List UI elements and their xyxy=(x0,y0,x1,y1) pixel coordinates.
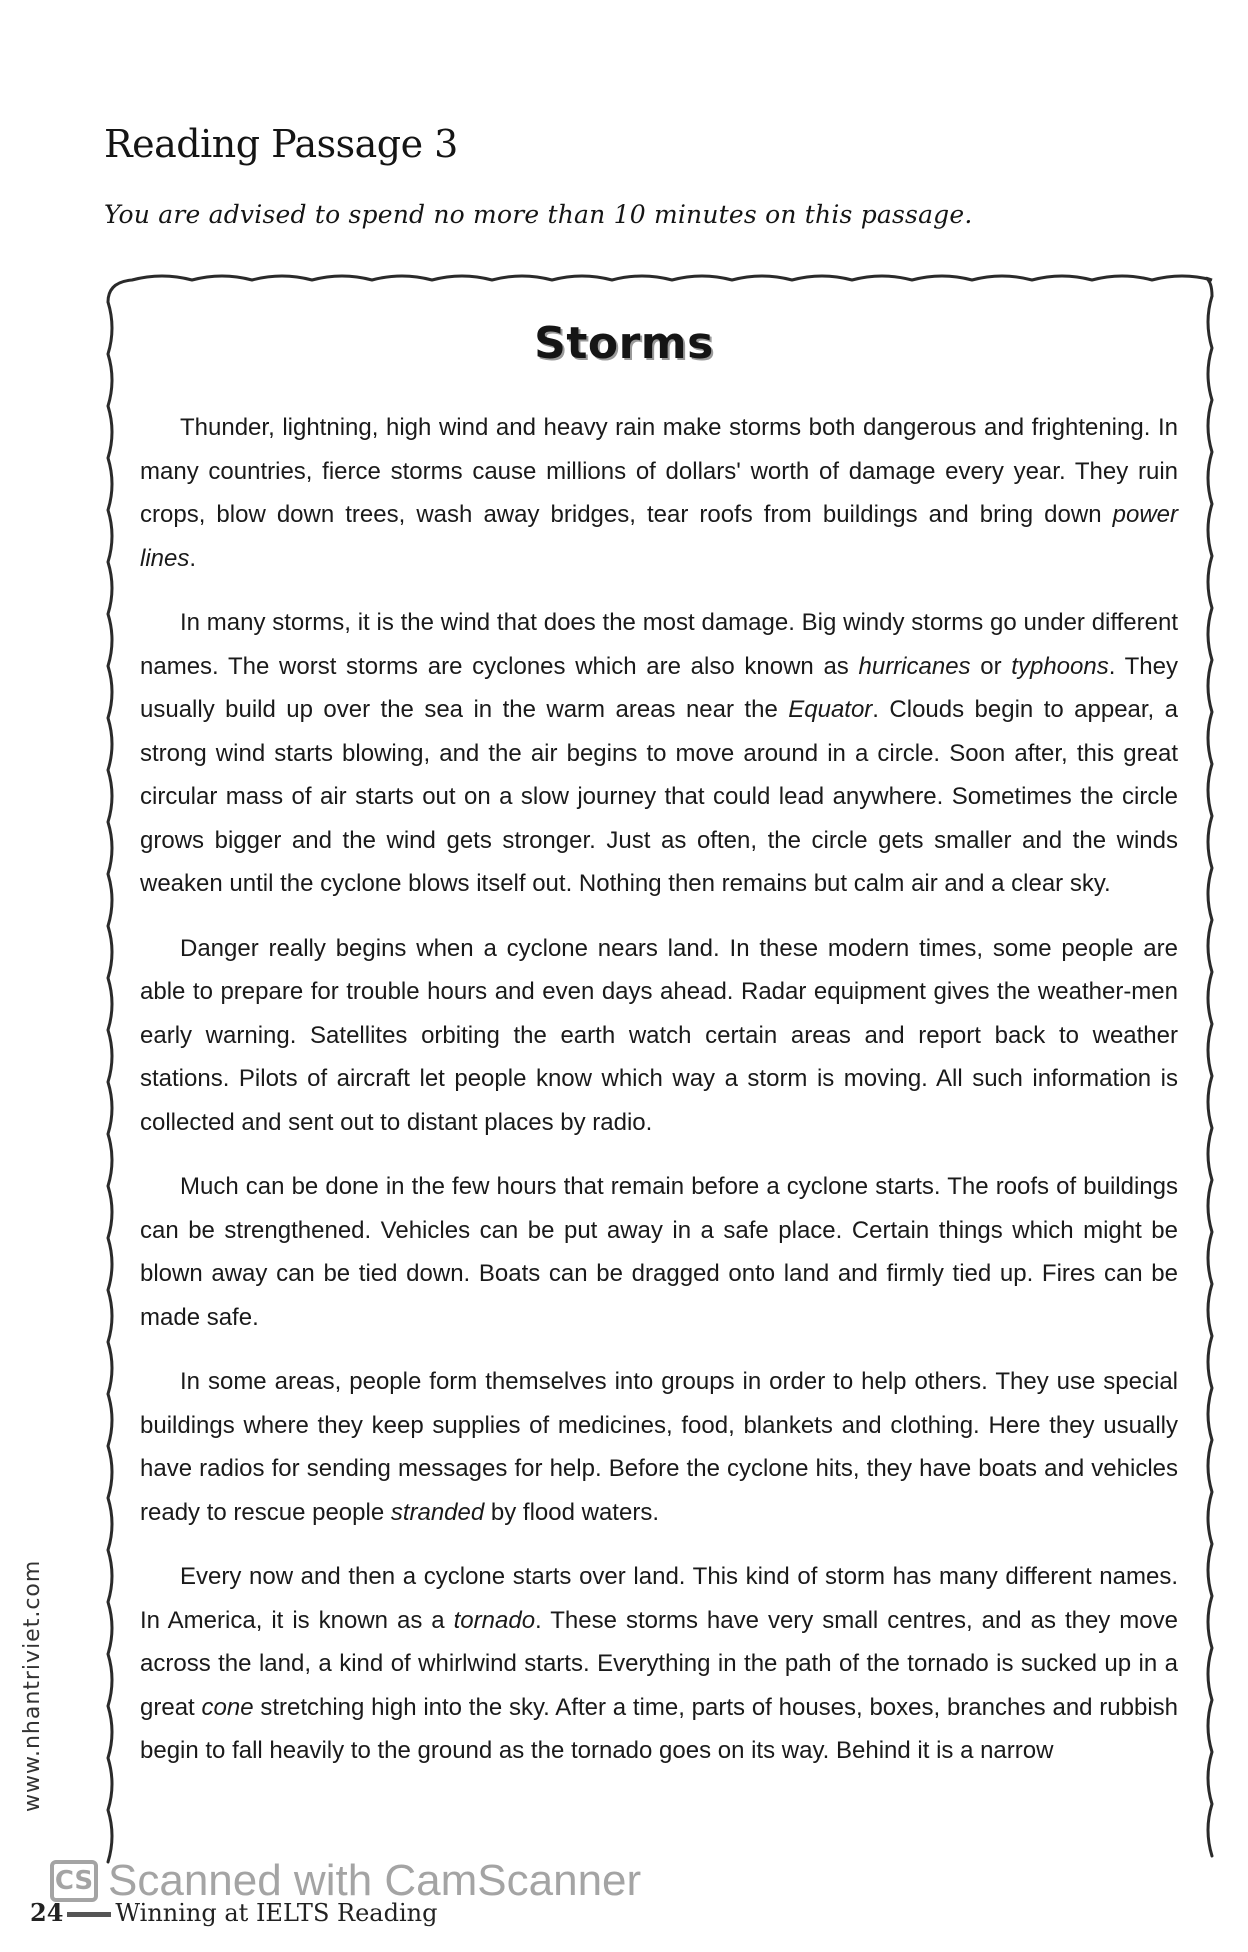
italic-term: cone xyxy=(201,1693,254,1721)
paragraph-text: stretching high into the sky. After a time, parts of houses, boxes, branches and rubbish begin to fall heavily to the ground as the tornado goes on its way. Behind it is a narrow xyxy=(140,1693,1179,1764)
paragraph-text: . These storms have very small centres, and as they move across the land, a kind of whirlwind starts. Everything in the path of the tornado is sucked up in a great xyxy=(140,1606,1178,1721)
paragraph-text: Danger really begins when a cyclone nears land. In these modern times, some people are able to prepare for trouble hours and even days ahead. Radar equipment gives the weather-men early warning. Satellites orbiting the earth watch certain areas and report back to weather stations. Pilots of aircraft let people know which way a storm is moving. All such information is collected and sent out to distant places by radio. xyxy=(140,934,1178,1136)
frame-top-border xyxy=(108,276,1212,302)
side-website-text: www.nhantriviet.com xyxy=(20,1559,45,1812)
frame-left-border xyxy=(108,302,112,1862)
passage-paragraph xyxy=(140,1165,1178,1339)
paragraph-text: In many storms, it is the wind that does the most damage. Big windy storms go under different names. The worst storms are cyclones which are also known as xyxy=(140,609,1178,680)
watermark-text: Scanned with CamScanner xyxy=(108,1856,642,1905)
paragraph-text: . xyxy=(189,544,197,572)
paragraph-text: by flood waters. xyxy=(484,1498,659,1526)
passage-paragraph xyxy=(140,1360,1178,1534)
frame-right-border xyxy=(1208,296,1212,1856)
footer-divider xyxy=(67,1912,111,1917)
passage-paragraph xyxy=(140,406,1178,580)
paragraph-text: Thunder, lightning, high wind and heavy rain make storms both dangerous and frightening. In many countries, fierce storms cause millions of dollars' worth of damage every year. They ruin crops, blow down trees, wash away bridges, tear roofs from buildings and bring down xyxy=(140,414,1178,528)
paragraph-text: . They usually build up over the sea in the warm areas near the xyxy=(140,652,1178,723)
paragraph-text: Much can be done in the few hours that remain before a cyclone starts. The roofs of buildings can be strengthened. Vehicles can be put away in a safe place. Certain things which might be blown away can be tied down. Boats can be dragged onto land and firmly tied up. Fires can be made safe. xyxy=(140,1173,1178,1331)
italic-term: Equator xyxy=(788,696,873,723)
italic-term: tornado xyxy=(453,1606,536,1634)
italic-term: stranded xyxy=(390,1498,485,1526)
italic-term: power lines xyxy=(140,501,1178,572)
page-heading: Reading Passage 3 xyxy=(104,122,458,166)
passage-paragraph xyxy=(140,927,1178,1145)
passage-title: Storms xyxy=(534,318,714,369)
time-instruction: You are advised to spend no more than 10 minutes on this passage. xyxy=(104,200,973,229)
paragraph-text: In some areas, people form themselves into groups in order to help others. They use special buildings where they keep supplies of medicines, food, blankets and clothing. Here they usually have radios for sending messages for help. Before the cyclone hits, they have boats and vehicles ready to rescue people xyxy=(140,1368,1178,1526)
passage-body xyxy=(140,406,1178,1794)
passage-paragraph xyxy=(140,1555,1178,1773)
paragraph-text: Every now and then a cyclone starts over land. This kind of storm has many different names. In America, it is known as a xyxy=(140,1563,1178,1634)
italic-term: typhoons xyxy=(1011,652,1109,680)
page-number: 24 xyxy=(30,1898,64,1927)
book-title: Winning at IELTS Reading xyxy=(115,1899,438,1927)
italic-term: hurricanes xyxy=(858,652,971,680)
paragraph-text: . Clouds begin to appear, a strong wind starts blowing, and the air begins to move around in a circle. Soon after, this great circular mass of air starts out on a slow journey that could lead anywhere. Sometimes the circle grows bigger and the wind gets stronger. Just as often, the circle gets smaller and the winds weaken until the cyclone blows itself out. Nothing then remains but calm air and a clear sky. xyxy=(140,696,1179,897)
paragraph-text: or xyxy=(970,652,1012,680)
camscanner-logo-icon: CS xyxy=(50,1860,98,1902)
passage-paragraph xyxy=(140,601,1178,906)
camscanner-watermark xyxy=(50,1856,641,1906)
